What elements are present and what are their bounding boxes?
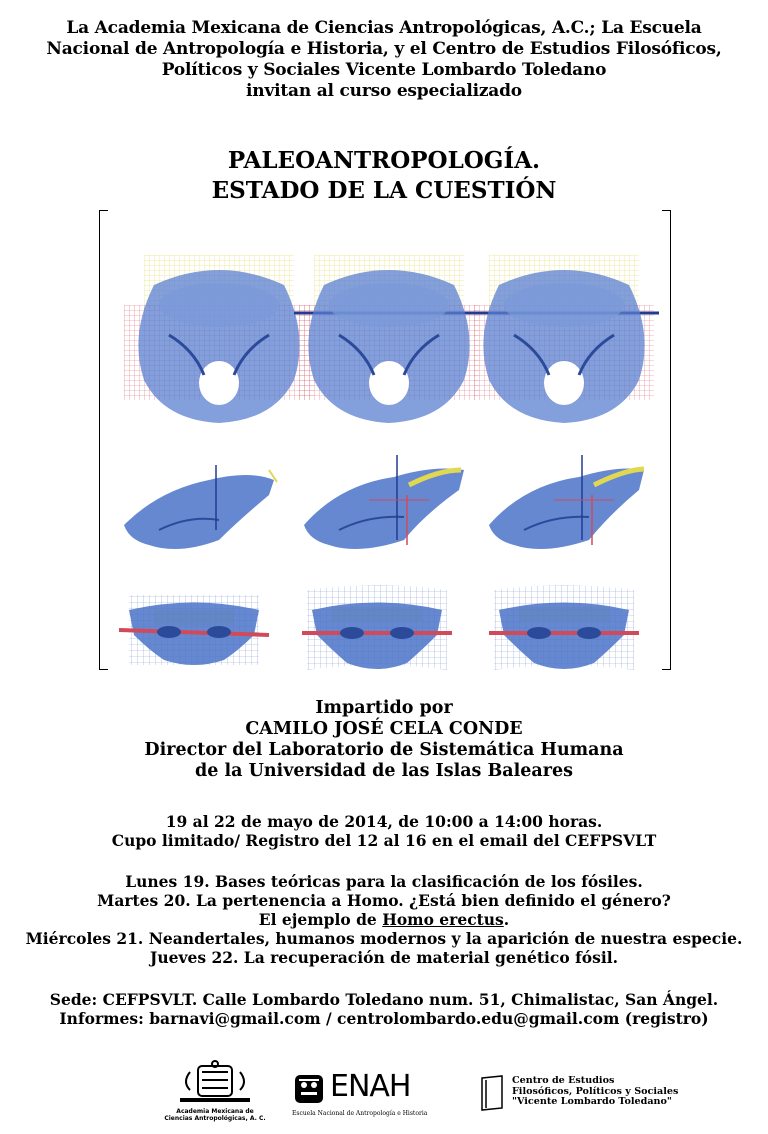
amca-name-line-2: Ciencias Antropológicas, A. C.	[164, 1115, 266, 1122]
venue-informes: Informes: barnavi@gmail.com / centrolombardo.edu@gmail.com (registro)	[59, 1009, 709, 1028]
martes-cont-suffix: .	[503, 910, 510, 929]
cef-line-1: Centro de Estudios	[512, 1075, 615, 1086]
skull-lateral-view-2	[304, 455, 464, 549]
skull-lateral-view-1	[124, 465, 277, 549]
enah-wordmark: ENAH	[330, 1069, 411, 1104]
header-line-3: Políticos y Sociales Vicente Lombardo Toledano	[161, 60, 607, 80]
amca-logo	[160, 1060, 270, 1122]
instructor-intro: Impartido por	[315, 698, 453, 718]
session-miercoles: Miércoles 21. Neandertales, humanos modernos y la aparición de nuestra especie.	[25, 929, 743, 948]
title-line-2: ESTADO DE LA CUESTIÓN	[211, 177, 557, 204]
book-emblem-icon	[478, 1074, 508, 1112]
cefpsvlt-logo	[478, 1074, 678, 1114]
dates-line-2: Cupo limitado/ Registro del 12 al 16 en el email del CEFPSVLT	[111, 831, 657, 850]
skull-frontal-view-2	[302, 585, 452, 670]
instructor-block	[0, 698, 768, 782]
martes-cont-prefix: El ejemplo de	[258, 910, 383, 929]
venue-sede: Sede: CEFPSVLT. Calle Lombardo Toledano num. 51, Chimalistac, San Ángel.	[49, 990, 719, 1009]
header-line-2: Nacional de Antropología e Historia, y el Centro de Estudios Filosóficos,	[46, 39, 722, 59]
skull-frontal-view-1	[119, 595, 269, 665]
enah-logo	[292, 1069, 432, 1122]
enah-subtitle: Escuela Nacional de Antropología e Historia	[292, 1110, 428, 1117]
header-line-4: invitan al curso especializado	[246, 81, 522, 101]
venue-block	[0, 990, 768, 1028]
amca-emblem-icon	[160, 1060, 270, 1104]
skull-illustrations	[99, 210, 671, 670]
skull-frontal-view-3	[489, 585, 639, 670]
instructor-name: CAMILO JOSÉ CELA CONDE	[245, 719, 523, 739]
skull-base-view-1	[124, 255, 314, 423]
homo-erectus-underlined: Homo erectus	[382, 910, 504, 929]
session-martes-continued	[0, 910, 768, 929]
logos-footer	[0, 1058, 768, 1128]
skull-lateral-view-3	[489, 455, 644, 549]
cef-line-2: Filosóficos, Políticos y Sociales	[512, 1085, 679, 1097]
header-invitation	[0, 18, 768, 102]
instructor-role: Director del Laboratorio de Sistemática Humana	[144, 740, 624, 760]
course-title	[0, 146, 768, 206]
sessions-block	[0, 872, 768, 967]
skull-figure	[99, 210, 671, 670]
session-jueves: Jueves 22. La recuperación de material genético fósil.	[149, 948, 619, 967]
dates-line-1: 19 al 22 de mayo de 2014, de 10:00 a 14:00 horas.	[165, 812, 603, 831]
title-line-1: PALEOANTROPOLOGÍA.	[227, 147, 541, 174]
dates-block	[0, 812, 768, 850]
skull-base-view-2	[294, 255, 484, 423]
session-lunes: Lunes 19. Bases teóricas para la clasificación de los fósiles.	[125, 872, 643, 891]
enah-emblem-icon	[292, 1072, 326, 1108]
session-martes: Martes 20. La pertenencia a Homo. ¿Está bien definido el género?	[97, 891, 671, 910]
skull-base-view-3	[469, 255, 659, 423]
cef-line-3: "Vicente Lombardo Toledano"	[512, 1096, 672, 1107]
header-line-1: La Academia Mexicana de Ciencias Antropológicas, A.C.; La Escuela	[66, 18, 702, 38]
amca-name-line-1: Academia Mexicana de	[176, 1108, 254, 1115]
instructor-institution: de la Universidad de las Islas Baleares	[195, 761, 573, 781]
